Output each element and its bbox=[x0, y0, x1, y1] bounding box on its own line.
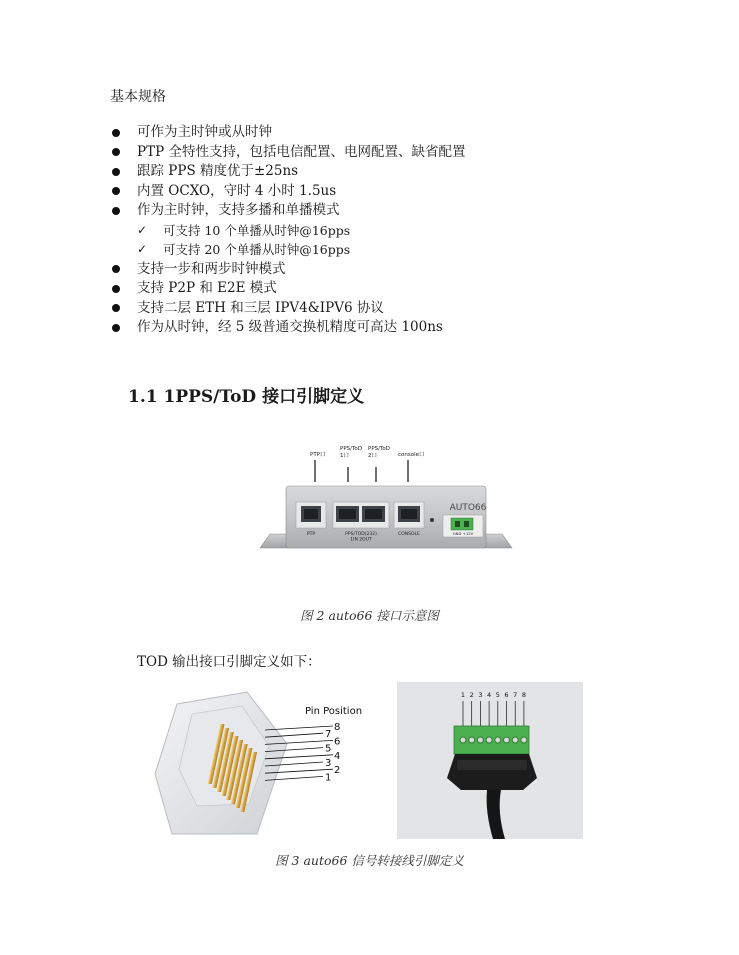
bullet-text: 跟踪 PPS 精度优于±25ns bbox=[137, 163, 299, 179]
callout-pps1: PPS/ToD 1口 bbox=[340, 446, 363, 459]
spec-bullet-list bbox=[110, 123, 465, 338]
bullet-text: 内置 OCXO，守时 4 小时 1.5us bbox=[137, 182, 337, 199]
figure3-caption: 图 3 auto66 信号转接线引脚定义 bbox=[275, 853, 464, 868]
rj45-pin-figure bbox=[137, 684, 373, 837]
tod-intro: TOD 输出接口引脚定义如下： bbox=[137, 654, 321, 670]
screw-terminal bbox=[504, 737, 510, 743]
bullet-item bbox=[110, 143, 465, 163]
bullet-item bbox=[110, 123, 465, 143]
bullet-text: 作为主时钟，支持多播和单播模式 bbox=[137, 202, 340, 218]
bullet-text: 支持二层 ETH 和三层 IPV4&IPV6 协议 bbox=[137, 299, 384, 316]
cable-pin-number: 2 bbox=[469, 691, 474, 699]
cable-pin-number: 5 bbox=[495, 691, 500, 699]
bullet-item bbox=[110, 162, 465, 182]
pin-number-label: 8 bbox=[334, 722, 341, 733]
brand-label: AUTO66 bbox=[449, 503, 487, 513]
pin-number-label: 1 bbox=[325, 772, 332, 784]
bullet-item bbox=[110, 182, 465, 202]
bullet-text: 支持一步和两步时钟模式 bbox=[137, 260, 286, 277]
adapter-cable-figure bbox=[397, 682, 583, 839]
pin-number-label: 7 bbox=[325, 729, 332, 741]
screw-terminal bbox=[486, 737, 492, 743]
sub-bullet-item bbox=[110, 240, 465, 260]
pin-number-label: 2 bbox=[334, 765, 341, 777]
figure2-caption: 图 2 auto66 接口示意图 bbox=[300, 608, 439, 623]
bullet-text: 作为从时钟，经 5 级普通交换机精度可高达 100ns bbox=[137, 319, 443, 335]
bullet-text: 可支持 10 个单播从时钟@16pps bbox=[163, 222, 351, 238]
bullet-item bbox=[110, 279, 465, 299]
screw-terminal bbox=[495, 737, 501, 743]
bullet-text: 可作为主时钟或从时钟 bbox=[137, 124, 272, 140]
port-label-ptp: PTP bbox=[306, 532, 316, 537]
section-heading: 1.1 1PPS/ToD 接口引脚定义 bbox=[128, 387, 365, 407]
spec-title: 基本规格 bbox=[110, 89, 166, 105]
pin-position-title: Pin Position bbox=[305, 706, 363, 717]
check-icon: ✓ bbox=[137, 242, 148, 256]
cable-pin-number: 1 bbox=[460, 691, 466, 699]
screw-terminal bbox=[469, 737, 475, 743]
bullet-item bbox=[110, 201, 465, 221]
callout-console: console口 bbox=[398, 452, 425, 458]
bullet-item bbox=[110, 299, 465, 319]
screw-terminal bbox=[477, 737, 483, 743]
screw-terminal bbox=[460, 737, 466, 743]
bullet-item bbox=[110, 318, 465, 338]
port-label-console: CONSOLE bbox=[398, 532, 420, 537]
port-label-power: GND +12V bbox=[452, 531, 474, 536]
device-front-figure bbox=[258, 440, 514, 552]
bullet-text: 支持 P2P 和 E2E 模式 bbox=[137, 280, 277, 296]
screw-terminal bbox=[512, 737, 518, 743]
cable-pin-number: 4 bbox=[487, 691, 492, 699]
port-label-pps: PPS/TOD(232) 1IN 2OUT bbox=[345, 532, 377, 543]
cable-pin-number: 6 bbox=[504, 691, 509, 699]
cable-pin-number: 3 bbox=[478, 691, 483, 699]
bullet-item bbox=[110, 260, 465, 280]
bullet-text: PTP 全特性支持，包括电信配置、电网配置、缺省配置 bbox=[137, 143, 466, 160]
bullet-text: 可支持 20 个单播从时钟@16pps bbox=[163, 242, 351, 257]
pin-number-label: 5 bbox=[325, 743, 332, 755]
callout-ptp: PTP口 bbox=[310, 452, 326, 458]
screw-terminal bbox=[521, 737, 527, 743]
sub-bullet-item bbox=[110, 221, 465, 241]
callout-pps2: PPS/ToD 2口 bbox=[368, 446, 391, 459]
pin-number-label: 4 bbox=[334, 750, 341, 762]
pin-number-label: 6 bbox=[334, 736, 341, 748]
cable-pin-number: 8 bbox=[521, 691, 526, 699]
cable-pin-number: 7 bbox=[513, 691, 518, 699]
pin-number-label: 3 bbox=[325, 758, 332, 769]
check-icon: ✓ bbox=[137, 222, 148, 237]
